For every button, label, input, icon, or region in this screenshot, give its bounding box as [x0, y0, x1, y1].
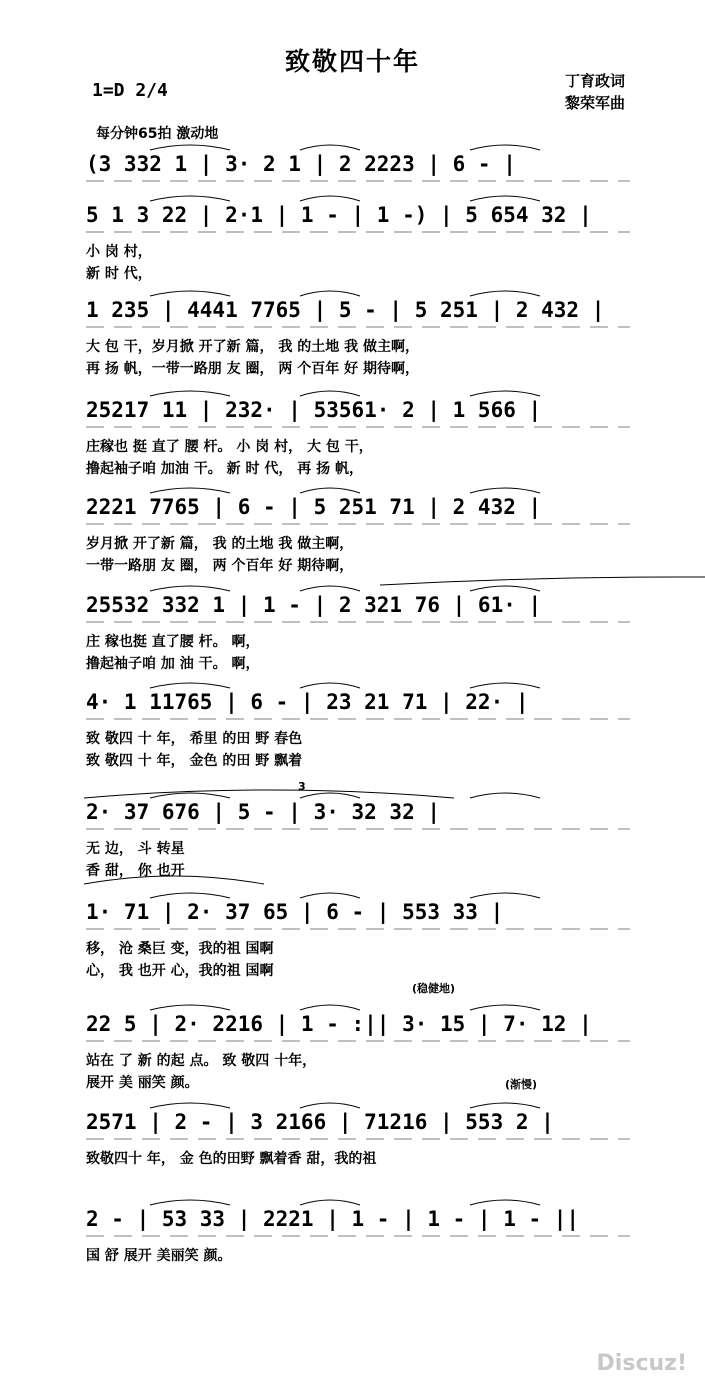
notation-line: 2 - | 53 33 | 2221 | 1 - | 1 - | 1 - ||	[86, 1207, 580, 1231]
slur-arc	[470, 391, 540, 396]
slur-arc	[470, 1103, 540, 1108]
slur-arc	[300, 1200, 360, 1205]
slur-arc	[150, 1200, 230, 1205]
lyric-line: 移， 沧 桑巨 变，我的祖 国啊	[86, 941, 274, 957]
slur-arc	[300, 196, 360, 201]
steady-mark: (稳健地)	[412, 982, 456, 995]
lyric-line: 大 包 干，岁月掀 开了新 篇， 我 的土地 我 做主啊，	[86, 339, 419, 355]
lyric-line: 无 边， 斗 转星	[86, 841, 185, 857]
slur-arc	[150, 391, 230, 396]
song-title: 致敬四十年	[284, 47, 420, 76]
slur-arc	[470, 145, 540, 150]
slur-arc	[150, 291, 230, 296]
slur-arc	[300, 1103, 360, 1108]
slur-arc	[470, 793, 540, 798]
slur-arc	[300, 793, 360, 798]
slur-arc	[150, 893, 230, 898]
notation-line: 25217 11 | 232· | 53561· 2 | 1 566 |	[86, 398, 542, 422]
slower-mark: (渐慢)	[505, 1078, 538, 1091]
slur-arc	[300, 488, 360, 493]
slur-arc	[470, 488, 540, 493]
lyric-line: 新 时 代，	[86, 266, 152, 282]
lyric-line: 香 甜， 你 也开	[86, 863, 185, 879]
slur-arc	[470, 1005, 540, 1010]
notation-line: (3 332 1 | 3· 2 1 | 2 2223 | 6 - |	[86, 152, 516, 176]
slur-arc	[300, 291, 360, 296]
lyricist-credit: 丁育政词	[564, 72, 625, 90]
slur-arc	[470, 196, 540, 201]
lyric-line: 岁月掀 开了新 篇， 我 的土地 我 做主啊，	[86, 536, 354, 552]
slur-arc	[470, 586, 540, 591]
phrase-slur	[84, 790, 454, 798]
slur-arc	[150, 196, 230, 201]
notation-line: 22 5 | 2· 2216 | 1 - :|| 3· 15 | 7· 12 |	[86, 1012, 592, 1036]
slur-arc	[150, 1005, 230, 1010]
lyric-line: 致 敬四 十 年， 金色 的田 野 飘着	[86, 753, 303, 769]
lyric-line: 撸起袖子咱 加油 干。 新 时 代， 再 扬 帆，	[86, 461, 363, 477]
slur-arc	[300, 683, 360, 688]
key-time-signature: 1=D 2/4	[92, 80, 168, 101]
slur-arc	[300, 391, 360, 396]
lyric-line: 站在 了 新 的起 点。 致 敬四 十年，	[86, 1053, 317, 1069]
triplet-mark: 3	[298, 780, 306, 793]
watermark-logo: Discuz!	[596, 1351, 687, 1376]
lyric-line: 致敬四十 年， 金 色的田野 飘着香 甜，我的祖	[86, 1151, 377, 1167]
lyric-line: 致 敬四 十 年， 希里 的田 野 春色	[86, 731, 303, 747]
slur-arc	[150, 793, 230, 798]
slur-arc	[150, 1103, 230, 1108]
lyric-line: 庄 稼也挺 直了腰 杆。 啊，	[86, 634, 260, 650]
lyric-line: 庄稼也 挺 直了 腰 杆。 小 岗 村， 大 包 干，	[86, 439, 373, 455]
slur-arc	[150, 488, 230, 493]
lyric-line: 展开 美 丽笑 颜。	[86, 1075, 199, 1091]
lyric-line: 国 舒 展开 美丽笑 颜。	[86, 1248, 232, 1264]
notation-line: 2571 | 2 - | 3 2166 | 71216 | 553 2 |	[86, 1110, 554, 1134]
slur-arc	[470, 683, 540, 688]
slur-arc	[150, 145, 230, 150]
slur-arc	[150, 586, 230, 591]
slur-arc	[300, 1005, 360, 1010]
lyric-line: 再 扬 帆，一带一路朋 友 圈， 两 个百年 好 期待啊，	[86, 361, 419, 377]
slur-arc	[470, 893, 540, 898]
slur-arc	[470, 1200, 540, 1205]
notation-line: 5 1 3 22 | 2·1 | 1 - | 1 -) | 5 654 32 |	[86, 203, 592, 227]
lyric-line: 小 岗 村，	[86, 244, 152, 260]
notation-line: 4· 1 11765 | 6 - | 23 21 71 | 22· |	[86, 690, 529, 714]
notation-line: 1· 71 | 2· 37 65 | 6 - | 553 33 |	[86, 900, 504, 924]
notation-line: 2221 7765 | 6 - | 5 251 71 | 2 432 |	[86, 495, 542, 519]
slur-arc	[300, 586, 360, 591]
notation-line: 2· 37 676 | 5 - | 3· 32 32 |	[86, 800, 441, 824]
composer-credit: 黎荣军曲	[564, 94, 625, 112]
notation-line: 25532 332 1 | 1 - | 2 321 76 | 61· |	[86, 593, 542, 617]
slur-arc	[470, 291, 540, 296]
tempo-marking: 每分钟65拍 激动地	[96, 126, 219, 142]
lyric-line: 心， 我 也开 心，我的祖 国啊	[86, 963, 274, 979]
lyric-line: 一带一路朋 友 圈， 两 个百年 好 期待啊，	[86, 558, 354, 574]
notation-line: 1 235 | 4441 7765 | 5 - | 5 251 | 2 432 |	[86, 298, 605, 322]
slur-arc	[300, 893, 360, 898]
lyric-line: 撸起袖子咱 加 油 干。 啊，	[86, 656, 260, 672]
slur-arc	[150, 683, 230, 688]
slur-arc	[300, 145, 360, 150]
phrase-slur	[380, 577, 705, 585]
